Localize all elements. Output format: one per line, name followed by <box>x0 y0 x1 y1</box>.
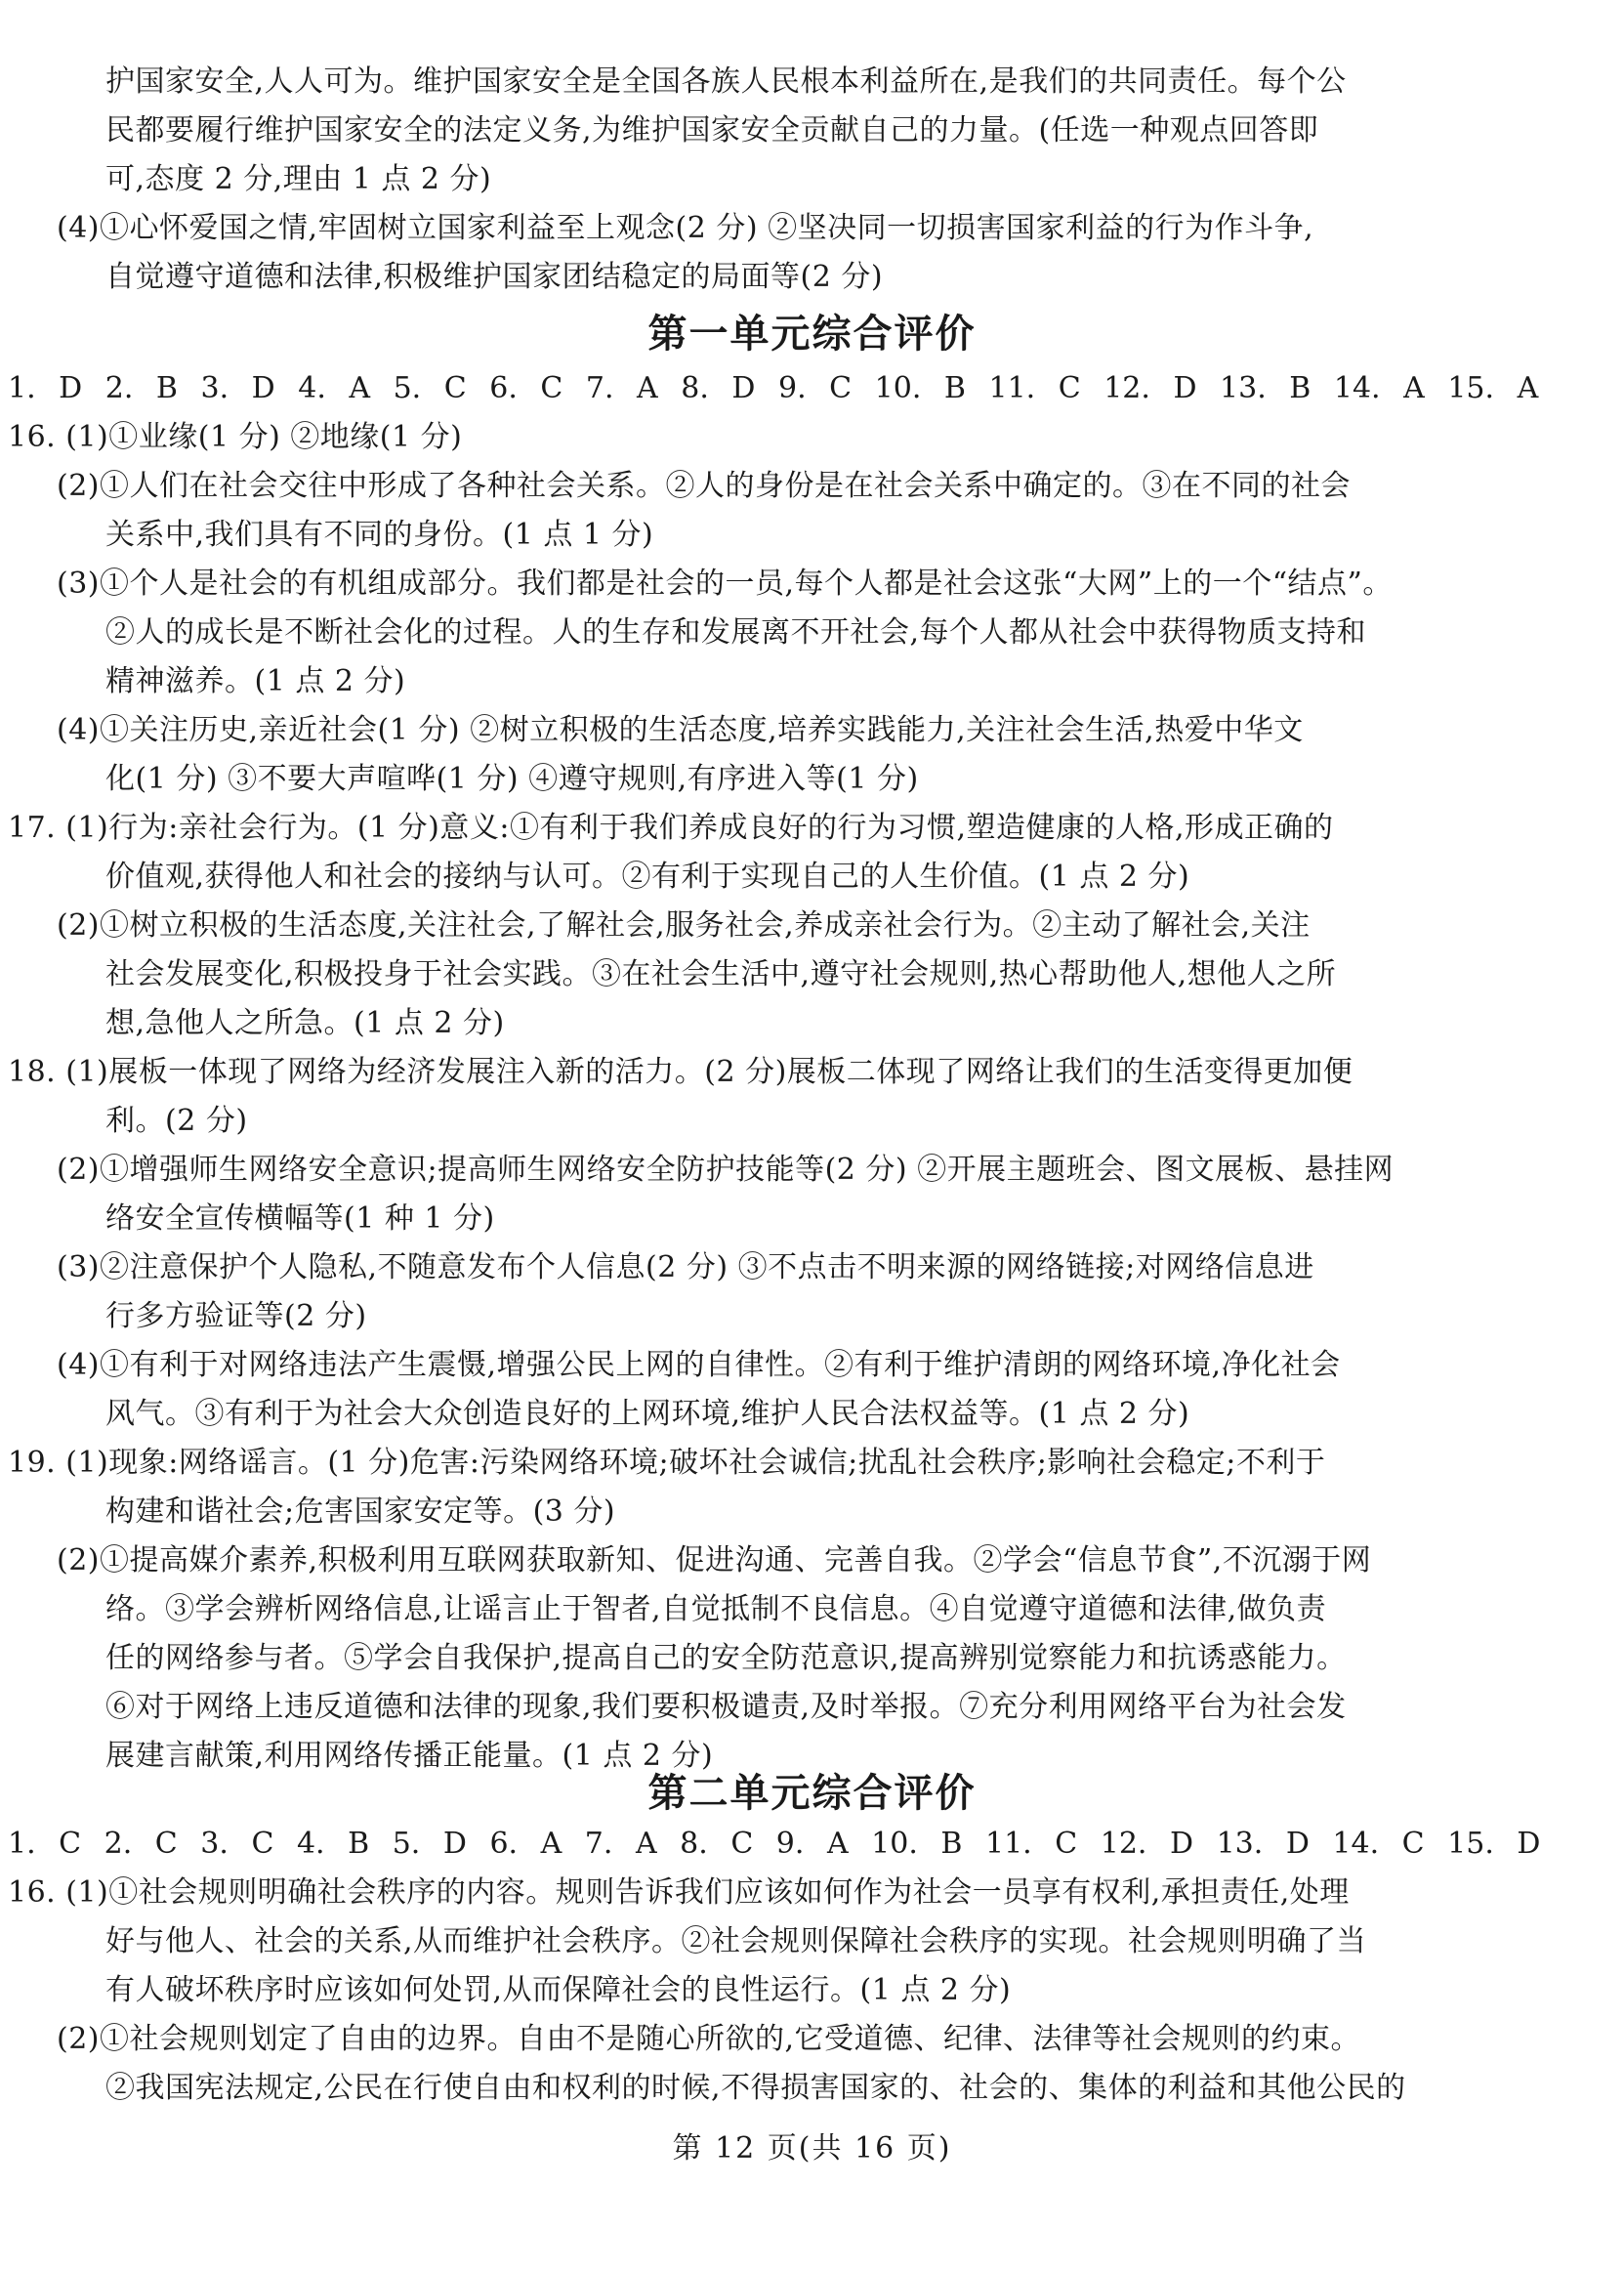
text-line: ②我国宪法规定,公民在行使自由和权利的时候,不得损害国家的、社会的、集体的利益和其他公民的 <box>105 2071 1406 2105</box>
section-title-unit-2: 第二单元综合评价 <box>647 1771 977 1816</box>
text-line: 任的网络参与者。⑤学会自我保护,提高自己的安全防范意识,提高辨别觉察能力和抗诱惑能力。 <box>105 1641 1347 1675</box>
text-line: (2)①人们在社会交往中形成了各种社会关系。②人的身份是在社会关系中确定的。③在不同的社会 <box>57 469 1351 503</box>
text-line: 17. (1)行为:亲社会行为。(1 分)意义:①有利于我们养成良好的行为习惯,塑造健康的人格,形成正确的 <box>8 811 1334 845</box>
text-line: 行多方验证等(2 分) <box>105 1299 367 1333</box>
text-line: 价值观,获得他人和社会的接纳与认可。②有利于实现自己的人生价值。(1 点 2 分) <box>105 860 1190 894</box>
text-line: (2)①提高媒介素养,积极利用互联网获取新知、促进沟通、完善自我。②学会“信息节食”,不沉溺于网 <box>57 1543 1372 1577</box>
text-line: 16. (1)①业缘(1 分) ②地缘(1 分) <box>8 420 463 454</box>
text-line: ②人的成长是不断社会化的过程。人的生存和发展离不开社会,每个人都从社会中获得物质支持和 <box>105 615 1367 650</box>
text-line: (2)①社会规则划定了自由的边界。自由不是随心所欲的,它受道德、纪律、法律等社会规则的约束。 <box>57 2022 1361 2056</box>
text-line: 19. (1)现象:网络谣言。(1 分)危害:污染网络环境;破坏社会诚信;扰乱社会秩序;影响社会稳定;不利于 <box>8 1446 1326 1480</box>
text-line: 化(1 分) ③不要大声喧哗(1 分) ④遵守规则,有序进入等(1 分) <box>105 762 919 796</box>
text-line: (3)①个人是社会的有机组成部分。我们都是社会的一员,每个人都是社会这张“大网”上的一个“结点”。 <box>57 567 1393 601</box>
choice-answers-unit-1: 1. D 2. B 3. D 4. A 5. C 6. C 7. A 8. D 9. C 10. B 11. C 12. D 13. B 14. A 15. A <box>8 371 1539 405</box>
text-line: 民都要履行维护国家安全的法定义务,为维护国家安全贡献自己的力量。(任选一种观点回答即 <box>105 113 1319 147</box>
text-line: 18. (1)展板一体现了网络为经济发展注入新的活力。(2 分)展板二体现了网络让我们的生活变得更加便 <box>8 1055 1353 1089</box>
section-title-unit-1: 第一单元综合评价 <box>647 312 977 357</box>
page-number: 第 12 页(共 16 页) <box>672 2131 952 2166</box>
text-line: (4)①关注历史,亲近社会(1 分) ②树立积极的生活态度,培养实践能力,关注社会生活,热爱中华文 <box>57 713 1304 747</box>
text-line: 络安全宣传横幅等(1 种 1 分) <box>105 1201 495 1236</box>
text-line: 络。③学会辨析网络信息,让谣言止于智者,自觉抵制不良信息。④自觉遵守道德和法律,做负责 <box>105 1592 1327 1626</box>
text-line: 社会发展变化,积极投身于社会实践。③在社会生活中,遵守社会规则,热心帮助他人,想他人之所 <box>105 957 1337 991</box>
text-line: 好与他人、社会的关系,从而维护社会秩序。②社会规则保障社会秩序的实现。社会规则明确了当 <box>105 1924 1367 1958</box>
text-line: 想,急他人之所急。(1 点 2 分) <box>105 1006 505 1040</box>
text-line: 可,态度 2 分,理由 1 点 2 分) <box>105 162 492 196</box>
text-line: ⑥对于网络上违反道德和法律的现象,我们要积极谴责,及时举报。⑦充分利用网络平台为社会发 <box>105 1690 1347 1724</box>
text-line: (2)①增强师生网络安全意识;提高师生网络安全防护技能等(2 分) ②开展主题班会、图文展板、悬挂网 <box>57 1153 1395 1187</box>
text-line: 风气。③有利于为社会大众创造良好的上网环境,维护人民合法权益等。(1 点 2 分) <box>105 1397 1190 1431</box>
text-line: (2)①树立积极的生活态度,关注社会,了解社会,服务社会,养成亲社会行为。②主动了解社会,关注 <box>57 908 1311 943</box>
choice-answers-unit-2: 1. C 2. C 3. C 4. B 5. D 6. A 7. A 8. C 9. A 10. B 11. C 12. D 13. D 14. C 15. D <box>8 1827 1541 1861</box>
text-line: 构建和谐社会;危害国家安定等。(3 分) <box>105 1494 616 1529</box>
text-line: (4)①有利于对网络违法产生震慑,增强公民上网的自律性。②有利于维护清朗的网络环境,净化社会 <box>57 1348 1341 1382</box>
text-line: 展建言献策,利用网络传播正能量。(1 点 2 分) <box>105 1739 714 1773</box>
text-line: 有人破坏秩序时应该如何处罚,从而保障社会的良性运行。(1 点 2 分) <box>105 1973 1012 2007</box>
text-line: 护国家安全,人人可为。维护国家安全是全国各族人民根本利益所在,是我们的共同责任。每个公 <box>105 64 1347 99</box>
text-line: 精神滋养。(1 点 2 分) <box>105 664 406 698</box>
text-line: 16. (1)①社会规则明确社会秩序的内容。规则告诉我们应该如何作为社会一员享有权利,承担责任,处理 <box>8 1875 1350 1910</box>
text-line: (4)①心怀爱国之情,牢固树立国家利益至上观念(2 分) ②坚决同一切损害国家利益的行为作斗争, <box>57 211 1314 245</box>
text-line: (3)②注意保护个人隐私,不随意发布个人信息(2 分) ③不点击不明来源的网络链接;对网络信息进 <box>57 1250 1314 1284</box>
text-line: 自觉遵守道德和法律,积极维护国家团结稳定的局面等(2 分) <box>105 260 884 294</box>
text-line: 利。(2 分) <box>105 1104 248 1138</box>
text-line: 关系中,我们具有不同的身份。(1 点 1 分) <box>105 518 654 552</box>
